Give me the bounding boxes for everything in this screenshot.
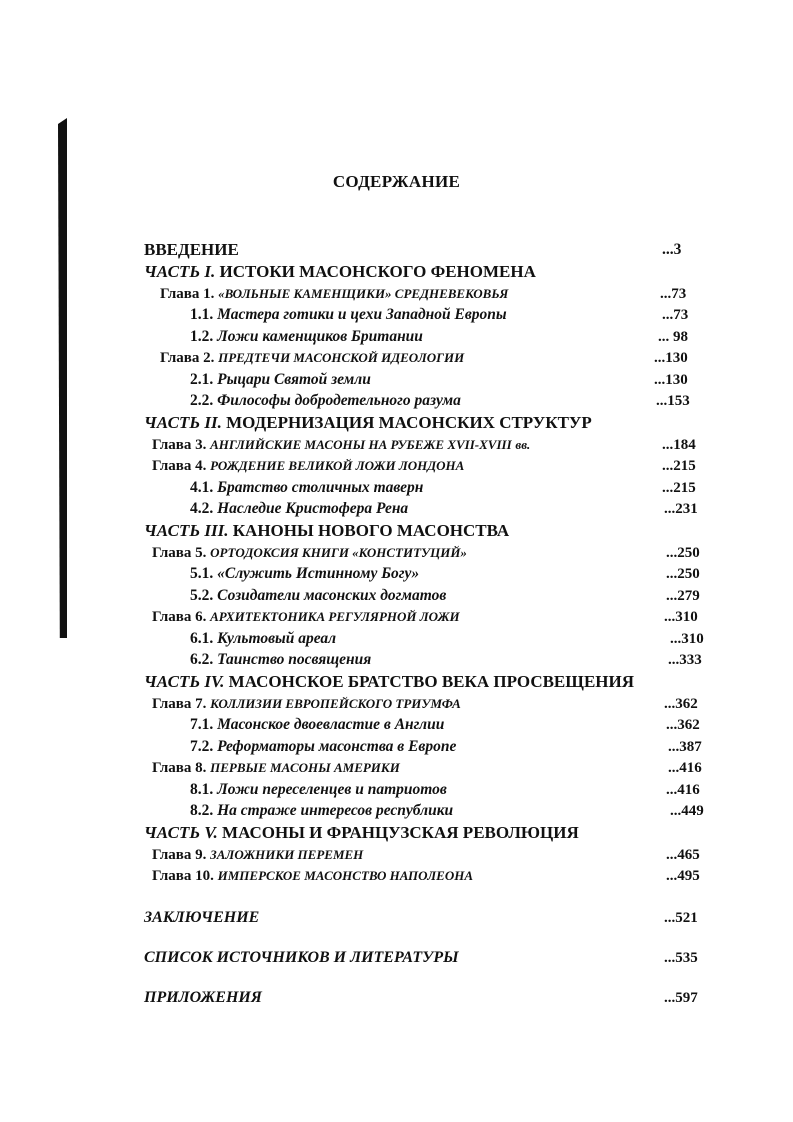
toc-entry-title: Братство столичных таверн — [217, 479, 424, 496]
toc-entry-number: Глава 6. — [152, 609, 207, 625]
toc-entry-title: Ложи переселенцев и патриотов — [217, 781, 447, 798]
toc-entry-number: 2.1. — [190, 371, 214, 388]
toc-entry-title: МОДЕРНИЗАЦИЯ МАСОНСКИХ СТРУКТУР — [226, 413, 592, 432]
toc-entry-page: ...215 — [662, 480, 696, 496]
toc-entry-page: ...416 — [668, 760, 702, 776]
toc-entry-number: Глава 3. — [152, 437, 207, 453]
toc-entry-title: Рыцари Святой земли — [217, 371, 371, 388]
toc-entry-title: Таинство посвящения — [217, 651, 372, 668]
toc-entry-title: КОЛЛИЗИИ ЕВРОПЕЙСКОГО ТРИУМФА — [210, 696, 461, 711]
toc-entry-number: 1.1. — [190, 306, 214, 323]
toc-entry-page: ...465 — [666, 847, 700, 863]
toc-entry-page: ...130 — [654, 372, 688, 388]
toc-entry-title: КАНОНЫ НОВОГО МАСОНСТВА — [232, 521, 510, 540]
toc-entry-number: Глава 10. — [152, 868, 214, 884]
toc-entry-page: ...184 — [662, 437, 696, 453]
toc-entry-title: Культовый ареал — [217, 630, 337, 647]
toc-entry-number: 5.1. — [190, 565, 214, 582]
toc-entry-page: ...362 — [664, 696, 698, 712]
toc-entry-number: 7.2. — [190, 738, 214, 755]
toc-entry-number: Глава 8. — [152, 760, 207, 776]
toc-entry-number: ЧАСТЬ III. — [144, 521, 229, 540]
toc-entry-title: Философы добродетельного разума — [217, 392, 461, 409]
toc-entry-number: ЧАСТЬ II. — [144, 413, 222, 432]
toc-entry-number: 8.2. — [190, 802, 214, 819]
toc-entry-title: МАСОНСКОЕ БРАТСТВО ВЕКА ПРОСВЕЩЕНИЯ — [228, 672, 634, 691]
toc-entry-title: ИМПЕРСКОЕ МАСОНСТВО НАПОЛЕОНА — [217, 868, 473, 883]
toc-entry-number: Глава 5. — [152, 545, 207, 561]
toc-entry-page: ...3 — [662, 241, 682, 258]
toc-entry-number: 1.2. — [190, 328, 214, 345]
toc-entry-page: ...535 — [664, 950, 698, 966]
toc-entry-title: РОЖДЕНИЕ ВЕЛИКОЙ ЛОЖИ ЛОНДОНА — [210, 458, 465, 473]
toc-entry-page: ...597 — [664, 990, 698, 1006]
toc-entry-page: ...495 — [666, 868, 700, 884]
toc-entry-number: ЧАСТЬ V. — [144, 823, 218, 842]
toc-entry-number: ЧАСТЬ I. — [144, 262, 216, 281]
toc-entry-page: ...521 — [664, 910, 698, 926]
toc-entry-page: ... 98 — [658, 329, 688, 345]
toc-entry-title: АНГЛИЙСКИЕ МАСОНЫ НА РУБЕЖЕ XVII-XVIII — [210, 437, 512, 452]
toc-entry-title: «Служить Истинному Богу» — [217, 565, 420, 582]
toc-entry-number: Глава 4. — [152, 458, 207, 474]
toc-entry-title: На страже интересов республики — [217, 802, 454, 819]
toc-entry-number: ЧАСТЬ IV. — [144, 672, 225, 691]
page-title: СОДЕРЖАНИЕ — [332, 172, 461, 191]
toc-entry-page: ...362 — [666, 717, 700, 733]
toc-entry-page: ...310 — [670, 631, 704, 647]
toc-entry-number: 5.2. — [190, 587, 214, 604]
toc-entry-title: «ВОЛЬНЫЕ КАМЕНЩИКИ» СРЕДНЕВЕКОВЬЯ — [218, 286, 509, 301]
toc-entry-page: ...310 — [664, 609, 698, 625]
toc-entry-page: ...73 — [660, 286, 687, 302]
toc-entry-title: Ложи каменщиков Британии — [217, 328, 423, 345]
toc-entry-page: ...153 — [656, 393, 690, 409]
toc-entry-title: Наследие Кристофера Рена — [217, 500, 409, 517]
page-edge-shadow — [58, 118, 67, 638]
toc-entry-number: Глава 7. — [152, 696, 207, 712]
toc-entry-title: Созидатели масонских догматов — [217, 587, 447, 604]
toc-entry-page: ...215 — [662, 458, 696, 474]
toc-entry-number: 2.2. — [190, 392, 214, 409]
toc-entry-title: ЗАЛОЖНИКИ ПЕРЕМЕН — [210, 847, 364, 862]
toc-entry-title: СПИСОК ИСТОЧНИКОВ И ЛИТЕРАТУРЫ — [144, 949, 459, 966]
toc-entry-page: ...130 — [654, 350, 688, 366]
toc-entry-number: Глава 2. — [160, 350, 215, 366]
toc-entry-page: ...279 — [666, 588, 700, 604]
toc-entry-number: 7.1. — [190, 716, 214, 733]
toc-entry-page: ...333 — [668, 652, 702, 668]
toc-entry-number: 6.1. — [190, 630, 214, 647]
toc-entry-title: ВВЕДЕНИЕ — [144, 240, 239, 259]
toc-entry-title: Реформаторы масонства в Европе — [217, 738, 457, 755]
toc-entry-page: ...231 — [664, 501, 698, 517]
toc-entry-title: ИСТОКИ МАСОНСКОГО ФЕНОМЕНА — [219, 262, 536, 281]
toc-entry-number: 4.2. — [190, 500, 214, 517]
toc-entry-number: 8.1. — [190, 781, 214, 798]
toc-entry-title: ЗАКЛЮЧЕНИЕ — [144, 909, 260, 926]
toc-entry-title: ПЕРВЫЕ МАСОНЫ АМЕРИКИ — [210, 760, 400, 775]
toc-entry-number: Глава 1. — [160, 286, 215, 302]
toc-entry-page: ...73 — [662, 307, 689, 323]
toc-entry-page: ...250 — [666, 566, 700, 582]
toc-entry-number: Глава 9. — [152, 847, 207, 863]
toc-entry-title: Мастера готики и цехи Западной Европы — [217, 306, 507, 323]
toc-entry-title-suffix: вв. — [515, 437, 531, 452]
toc-entry-title: МАСОНЫ И ФРАНЦУЗСКАЯ РЕВОЛЮЦИЯ — [222, 823, 579, 842]
toc-entry-number: 6.2. — [190, 651, 214, 668]
toc-entry-page: ...387 — [668, 739, 702, 755]
toc-entry-page: ...250 — [666, 545, 700, 561]
toc-entry-page: ...449 — [670, 803, 704, 819]
toc-entry-number: 4.1. — [190, 479, 214, 496]
toc-entry-title: ПРИЛОЖЕНИЯ — [144, 989, 262, 1006]
toc-entry-page: ...416 — [666, 782, 700, 798]
toc-entry-title: Масонское двоевластие в Англии — [217, 716, 445, 733]
toc-entry-title: АРХИТЕКТОНИКА РЕГУЛЯРНОЙ ЛОЖИ — [210, 609, 460, 624]
toc-entry-title: ПРЕДТЕЧИ МАСОНСКОЙ ИДЕОЛОГИИ — [218, 350, 465, 365]
toc-entry-title: ОРТОДОКСИЯ КНИГИ «КОНСТИТУЦИЙ» — [210, 545, 467, 560]
